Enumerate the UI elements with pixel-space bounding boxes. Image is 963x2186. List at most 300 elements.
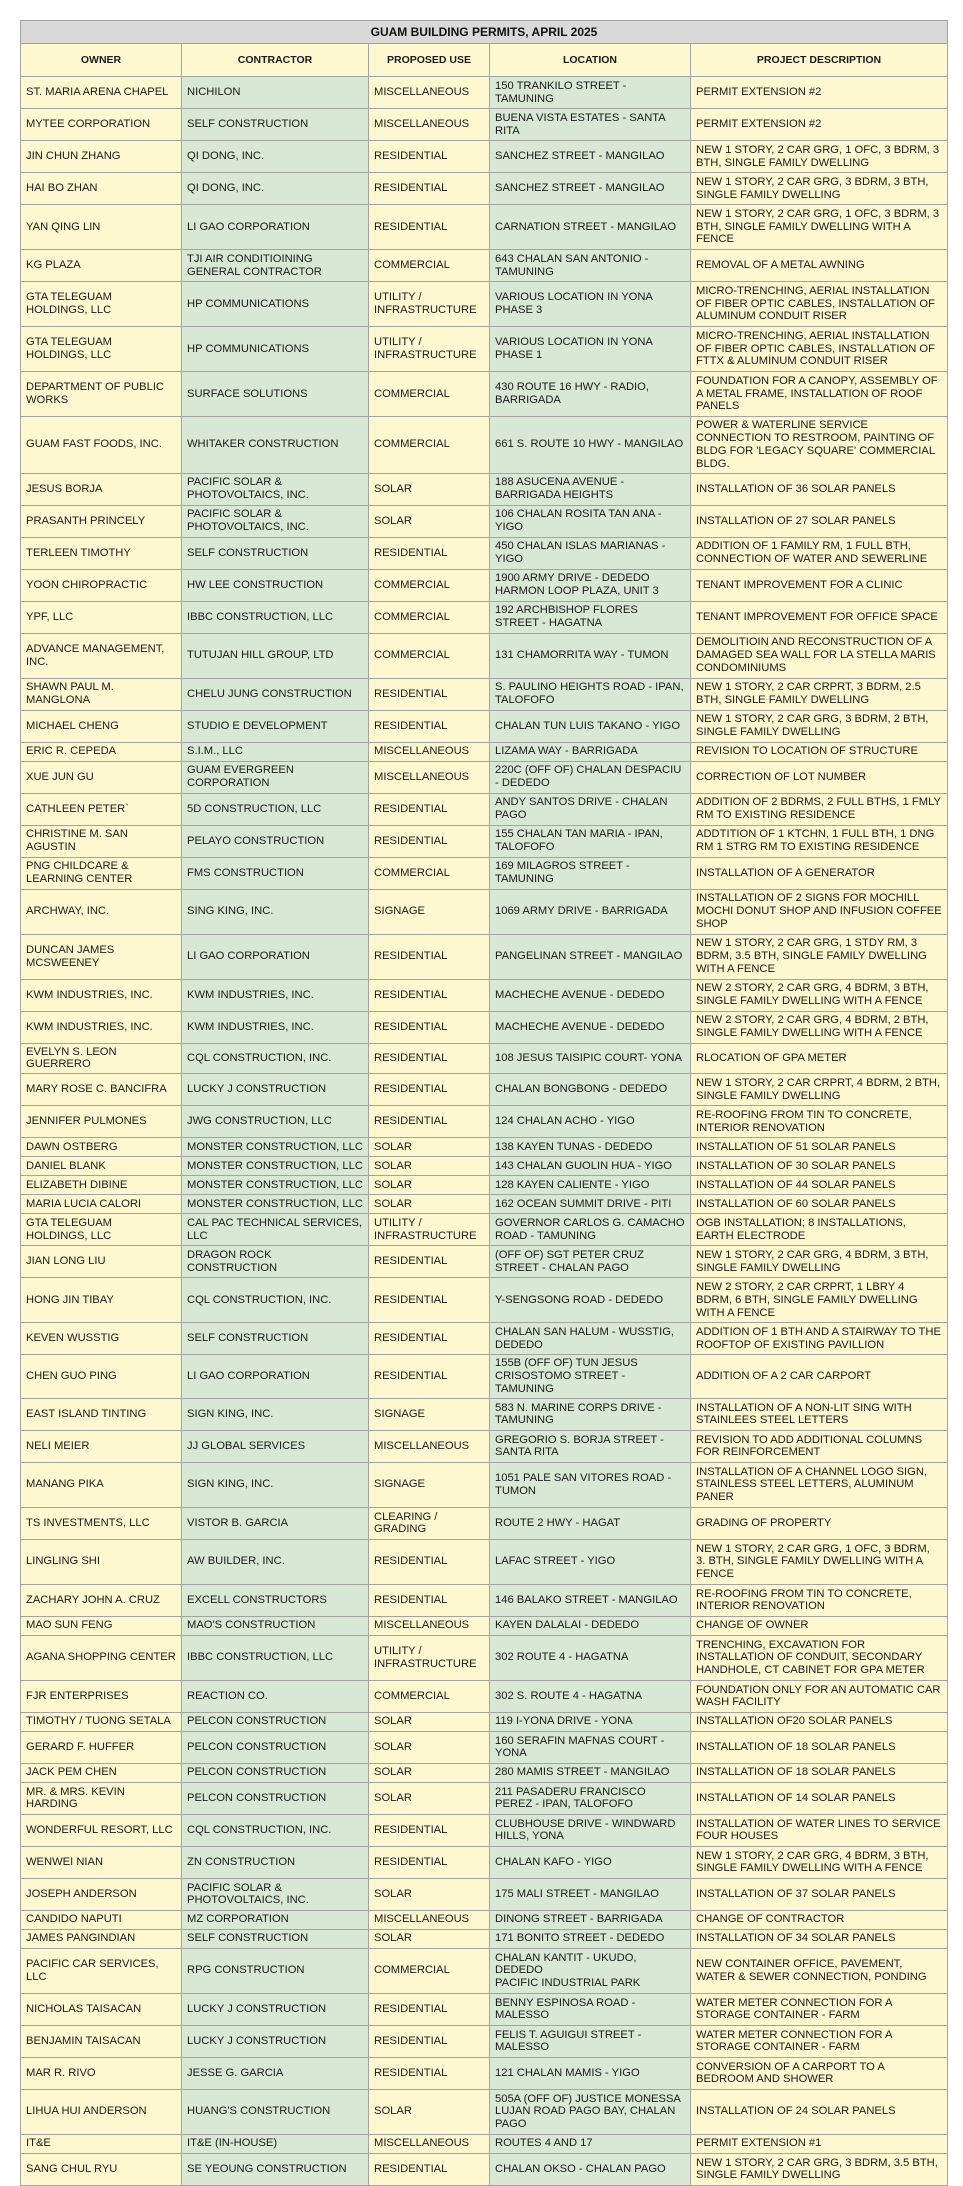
project-description-cell: NEW 1 STORY, 2 CAR GRG, 4 BDRM, 3 BTH, SINGLE FAMILY DWELLING WITH A FENCE [691, 1846, 948, 1878]
proposed-use-cell: RESIDENTIAL [369, 825, 490, 857]
owner-cell: EVELYN S. LEON GUERRERO [21, 1043, 182, 1074]
proposed-use-cell: RESIDENTIAL [369, 141, 490, 173]
project-description-cell: INSTALLATION OF WATER LINES TO SERVICE FOUR HOUSES [691, 1814, 948, 1846]
project-description-cell: NEW 1 STORY, 2 CAR GRG, 4 BDRM, 3 BTH, SINGLE FAMILY DWELLING [691, 1246, 948, 1278]
owner-cell: SANG CHUL RYU [21, 2153, 182, 2185]
project-description-cell: NEW 1 STORY, 2 CAR GRG, 1 OFC, 3 BDRM, 3 BTH, SINGLE FAMILY DWELLING [691, 141, 948, 173]
proposed-use-cell: CLEARING / GRADING [369, 1507, 490, 1539]
location-cell: 220C (OFF OF) CHALAN DESPACIU - DEDEDO [490, 761, 691, 793]
project-description-cell: INSTALLATION OF 18 SOLAR PANELS [691, 1763, 948, 1782]
contractor-cell: HP COMMUNICATIONS [182, 327, 369, 372]
location-cell: 131 CHAMORRITA WAY - TUMON [490, 633, 691, 678]
location-cell: ANDY SANTOS DRIVE - CHALAN PAGO [490, 793, 691, 825]
location-cell: VARIOUS LOCATION IN YONA PHASE 3 [490, 282, 691, 327]
project-description-cell: PERMIT EXTENSION #2 [691, 77, 948, 109]
owner-cell: MYTEE CORPORATION [21, 109, 182, 141]
table-row [21, 1814, 948, 1846]
proposed-use-cell: RESIDENTIAL [369, 1074, 490, 1106]
project-description-cell: RLOCATION OF GPA METER [691, 1043, 948, 1074]
contractor-cell: MAO'S CONSTRUCTION [182, 1616, 369, 1635]
project-description-cell: INSTALLATION OF 2 SIGNS FOR MOCHILL MOCHI DONUT SHOP AND INFUSION COFFEE SHOP [691, 889, 948, 934]
table-row [21, 1846, 948, 1878]
contractor-cell: PELCON CONSTRUCTION [182, 1731, 369, 1763]
location-cell: 146 BALAKO STREET - MANGILAO [490, 1584, 691, 1616]
location-cell: FELIS T. AGUIGUI STREET - MALESSO [490, 2025, 691, 2057]
contractor-cell: SURFACE SOLUTIONS [182, 372, 369, 417]
table-row [21, 1763, 948, 1782]
table-row [21, 1712, 948, 1731]
contractor-cell: SING KING, INC. [182, 889, 369, 934]
proposed-use-cell: SOLAR [369, 1176, 490, 1195]
project-description-cell: INSTALLATION OF 24 SOLAR PANELS [691, 2089, 948, 2134]
owner-cell: DAWN OSTBERG [21, 1138, 182, 1157]
contractor-cell: 5D CONSTRUCTION, LLC [182, 793, 369, 825]
location-cell: 661 S. ROUTE 10 HWY - MANGILAO [490, 417, 691, 474]
contractor-cell: DRAGON ROCK CONSTRUCTION [182, 1246, 369, 1278]
proposed-use-cell: UTILITY / INFRASTRUCTURE [369, 1635, 490, 1680]
owner-cell: MAR R. RIVO [21, 2057, 182, 2089]
contractor-cell: MONSTER CONSTRUCTION, LLC [182, 1176, 369, 1195]
owner-cell: CHEN GUO PING [21, 1355, 182, 1399]
table-row [21, 1910, 948, 1929]
project-description-cell: RE-ROOFING FROM TIN TO CONCRETE, INTERIOR RENOVATION [691, 1106, 948, 1138]
table-row [21, 1138, 948, 1157]
proposed-use-cell: RESIDENTIAL [369, 1043, 490, 1074]
contractor-cell: HP COMMUNICATIONS [182, 282, 369, 327]
contractor-cell: AW BUILDER, INC. [182, 1539, 369, 1584]
contractor-cell: NICHILON [182, 77, 369, 109]
contractor-cell: PACIFIC SOLAR & PHOTOVOLTAICS, INC. [182, 1878, 369, 1910]
location-cell: SANCHEZ STREET - MANGILAO [490, 173, 691, 205]
proposed-use-cell: COMMERCIAL [369, 857, 490, 889]
proposed-use-cell: RESIDENTIAL [369, 678, 490, 710]
table-row [21, 173, 948, 205]
owner-cell: TIMOTHY / TUONG SETALA [21, 1712, 182, 1731]
owner-cell: JIAN LONG LIU [21, 1246, 182, 1278]
contractor-cell: QI DONG, INC. [182, 173, 369, 205]
project-description-cell: TENANT IMPROVEMENT FOR OFFICE SPACE [691, 601, 948, 633]
owner-cell: NICHOLAS TAISACAN [21, 1993, 182, 2025]
location-cell: PANGELINAN STREET - MANGILAO [490, 934, 691, 979]
proposed-use-cell: SOLAR [369, 1157, 490, 1176]
project-description-cell: TRENCHING, EXCAVATION FOR INSTALLATION OF CONDUIT, SECONDARY HANDHOLE, CT CABINET FOR GPA METER [691, 1635, 948, 1680]
owner-cell: TERLEEN TIMOTHY [21, 537, 182, 569]
owner-cell: ADVANCE MANAGEMENT, INC. [21, 633, 182, 678]
contractor-cell: CQL CONSTRUCTION, INC. [182, 1043, 369, 1074]
table-row [21, 1616, 948, 1635]
contractor-cell: WHITAKER CONSTRUCTION [182, 417, 369, 474]
contractor-cell: QI DONG, INC. [182, 141, 369, 173]
owner-cell: CHRISTINE M. SAN AGUSTIN [21, 825, 182, 857]
owner-cell: WONDERFUL RESORT, LLC [21, 1814, 182, 1846]
project-description-cell: INSTALLATION OF 30 SOLAR PANELS [691, 1157, 948, 1176]
location-cell: 108 JESUS TAISIPIC COURT- YONA [490, 1043, 691, 1074]
owner-cell: KEVEN WUSSTIG [21, 1323, 182, 1355]
owner-cell: ZACHARY JOHN A. CRUZ [21, 1584, 182, 1616]
contractor-cell: VISTOR B. GARCIA [182, 1507, 369, 1539]
owner-cell: CATHLEEN PETER` [21, 793, 182, 825]
table-row [21, 1214, 948, 1246]
project-description-cell: NEW 2 STORY, 2 CAR GRG, 4 BDRM, 3 BTH, SINGLE FAMILY DWELLING WITH A FENCE [691, 979, 948, 1011]
owner-cell: DANIEL BLANK [21, 1157, 182, 1176]
project-description-cell: INSTALLATION OF 14 SOLAR PANELS [691, 1782, 948, 1814]
owner-cell: KG PLAZA [21, 250, 182, 282]
contractor-cell: MONSTER CONSTRUCTION, LLC [182, 1138, 369, 1157]
owner-cell: GUAM FAST FOODS, INC. [21, 417, 182, 474]
owner-cell: MANANG PIKA [21, 1462, 182, 1507]
contractor-cell: SELF CONSTRUCTION [182, 537, 369, 569]
location-cell: 121 CHALAN MAMIS - YIGO [490, 2057, 691, 2089]
location-cell: 155 CHALAN TAN MARIA - IPAN, TALOFOFO [490, 825, 691, 857]
owner-cell: GERARD F. HUFFER [21, 1731, 182, 1763]
proposed-use-cell: SOLAR [369, 1138, 490, 1157]
owner-cell: HONG JIN TIBAY [21, 1278, 182, 1323]
proposed-use-cell: RESIDENTIAL [369, 1846, 490, 1878]
owner-cell: ERIC R. CEPEDA [21, 742, 182, 761]
location-cell: SANCHEZ STREET - MANGILAO [490, 141, 691, 173]
proposed-use-cell: COMMERCIAL [369, 601, 490, 633]
proposed-use-cell: COMMERCIAL [369, 633, 490, 678]
contractor-cell: HW LEE CONSTRUCTION [182, 569, 369, 601]
table-row [21, 1635, 948, 1680]
contractor-cell: PELCON CONSTRUCTION [182, 1712, 369, 1731]
location-cell: CHALAN KAFO - YIGO [490, 1846, 691, 1878]
owner-cell: XUE JUN GU [21, 761, 182, 793]
project-description-cell: NEW 2 STORY, 2 CAR GRG, 4 BDRM, 2 BTH, SINGLE FAMILY DWELLING WITH A FENCE [691, 1011, 948, 1043]
proposed-use-cell: SOLAR [369, 1731, 490, 1763]
location-cell: (OFF OF) SGT PETER CRUZ STREET - CHALAN PAGO [490, 1246, 691, 1278]
location-cell: 155B (OFF OF) TUN JESUS CRISOSTOMO STREET - TAMUNING [490, 1355, 691, 1399]
proposed-use-cell: RESIDENTIAL [369, 1539, 490, 1584]
column-header-owner: OWNER [21, 44, 182, 77]
owner-cell: KWM INDUSTRIES, INC. [21, 979, 182, 1011]
table-row [21, 601, 948, 633]
contractor-cell: CQL CONSTRUCTION, INC. [182, 1814, 369, 1846]
table-row [21, 1011, 948, 1043]
contractor-cell: LI GAO CORPORATION [182, 205, 369, 250]
table-row [21, 205, 948, 250]
project-description-cell: POWER & WATERLINE SERVICE CONNECTION TO RESTROOM, PAINTING OF BLDG FOR 'LEGACY SQUARE' COMMERCIAL BLDG. [691, 417, 948, 474]
owner-cell: JOSEPH ANDERSON [21, 1878, 182, 1910]
table-row [21, 141, 948, 173]
project-description-cell: FOUNDATION FOR A CANOPY, ASSEMBLY OF A METAL FRAME, INSTALLATION OF ROOF PANELS [691, 372, 948, 417]
location-cell: 450 CHALAN ISLAS MARIANAS - YIGO [490, 537, 691, 569]
contractor-cell: JWG CONSTRUCTION, LLC [182, 1106, 369, 1138]
table-row [21, 2089, 948, 2134]
project-description-cell: MICRO-TRENCHING, AERIAL INSTALLATION OF FIBER OPTIC CABLES, INSTALLATION OF FTTX & ALUMINUM CONDUIT RISER [691, 327, 948, 372]
owner-cell: JAMES PANGINDIAN [21, 1929, 182, 1948]
contractor-cell: SELF CONSTRUCTION [182, 109, 369, 141]
column-header-proposed-use: PROPOSED USE [369, 44, 490, 77]
table-row [21, 505, 948, 537]
contractor-cell: HUANG'S CONSTRUCTION [182, 2089, 369, 2134]
location-cell: 302 S. ROUTE 4 - HAGATNA [490, 1680, 691, 1712]
proposed-use-cell: RESIDENTIAL [369, 1323, 490, 1355]
project-description-cell: OGB INSTALLATION; 8 INSTALLATIONS, EARTH ELECTRODE [691, 1214, 948, 1246]
project-description-cell: NEW 1 STORY, 2 CAR CRPRT, 3 BDRM, 2.5 BTH, SINGLE FAMILY DWELLING [691, 678, 948, 710]
contractor-cell: PACIFIC SOLAR & PHOTOVOLTAICS, INC. [182, 505, 369, 537]
table-row [21, 979, 948, 1011]
owner-cell: DEPARTMENT OF PUBLIC WORKS [21, 372, 182, 417]
project-description-cell: REVISION TO ADD ADDITIONAL COLUMNS FOR REINFORCEMENT [691, 1430, 948, 1462]
project-description-cell: FOUNDATION ONLY FOR AN AUTOMATIC CAR WASH FACILITY [691, 1680, 948, 1712]
proposed-use-cell: SIGNAGE [369, 1398, 490, 1430]
proposed-use-cell: MISCELLANEOUS [369, 77, 490, 109]
project-description-cell: WATER METER CONNECTION FOR A STORAGE CONTAINER - FARM [691, 1993, 948, 2025]
proposed-use-cell: COMMERCIAL [369, 372, 490, 417]
location-cell: KAYEN DALALAI - DEDEDO [490, 1616, 691, 1635]
project-description-cell: ADDTITION OF 1 KTCHN, 1 FULL BTH, 1 DNG RM 1 STRG RM TO EXISTING RESIDENCE [691, 825, 948, 857]
contractor-cell: SE YEOUNG CONSTRUCTION [182, 2153, 369, 2185]
table-row [21, 2025, 948, 2057]
location-cell: DINONG STREET - BARRIGADA [490, 1910, 691, 1929]
proposed-use-cell: SOLAR [369, 1763, 490, 1782]
table-row [21, 1246, 948, 1278]
owner-cell: JACK PEM CHEN [21, 1763, 182, 1782]
location-cell: 162 OCEAN SUMMIT DRIVE - PITI [490, 1195, 691, 1214]
project-description-cell: INSTALLATION OF20 SOLAR PANELS [691, 1712, 948, 1731]
location-cell: 1051 PALE SAN VITORES ROAD - TUMON [490, 1462, 691, 1507]
table-row [21, 2057, 948, 2089]
proposed-use-cell: RESIDENTIAL [369, 1584, 490, 1616]
location-cell: Y-SENGSONG ROAD - DEDEDO [490, 1278, 691, 1323]
contractor-cell: PELCON CONSTRUCTION [182, 1782, 369, 1814]
contractor-cell: LI GAO CORPORATION [182, 934, 369, 979]
project-description-cell: NEW 1 STORY, 2 CAR GRG, 3 BDRM, 3 BTH, SINGLE FAMILY DWELLING [691, 173, 948, 205]
proposed-use-cell: MISCELLANEOUS [369, 761, 490, 793]
owner-cell: YAN QING LIN [21, 205, 182, 250]
location-cell: 643 CHALAN SAN ANTONIO - TAMUNING [490, 250, 691, 282]
location-cell: 1900 ARMY DRIVE - DEDEDO HARMON LOOP PLAZA, UNIT 3 [490, 569, 691, 601]
contractor-cell: PELCON CONSTRUCTION [182, 1763, 369, 1782]
owner-cell: GTA TELEGUAM HOLDINGS, LLC [21, 1214, 182, 1246]
proposed-use-cell: RESIDENTIAL [369, 1278, 490, 1323]
owner-cell: ST. MARIA ARENA CHAPEL [21, 77, 182, 109]
owner-cell: MICHAEL CHENG [21, 710, 182, 742]
contractor-cell: TUTUJAN HILL GROUP, LTD [182, 633, 369, 678]
owner-cell: YOON CHIROPRACTIC [21, 569, 182, 601]
project-description-cell: INSTALLATION OF 27 SOLAR PANELS [691, 505, 948, 537]
table-row [21, 1195, 948, 1214]
table-row [21, 1323, 948, 1355]
location-cell: GREGORIO S. BORJA STREET - SANTA RITA [490, 1430, 691, 1462]
permits-document [20, 20, 947, 2186]
proposed-use-cell: SIGNAGE [369, 1462, 490, 1507]
permit-rows [21, 77, 948, 2186]
project-description-cell: INSTALLATION OF 36 SOLAR PANELS [691, 473, 948, 505]
owner-cell: LINGLING SHI [21, 1539, 182, 1584]
table-row [21, 1355, 948, 1399]
project-description-cell: DEMOLITIOIN AND RECONSTRUCTION OF A DAMAGED SEA WALL FOR LA STELLA MARIS CONDOMINIUMS [691, 633, 948, 678]
location-cell: 169 MILAGROS STREET - TAMUNING [490, 857, 691, 889]
project-description-cell: NEW 1 STORY, 2 CAR GRG, 3 BDRM, 3.5 BTH, SINGLE FAMILY DWELLING [691, 2153, 948, 2185]
proposed-use-cell: MISCELLANEOUS [369, 1616, 490, 1635]
contractor-cell: EXCELL CONSTRUCTORS [182, 1584, 369, 1616]
proposed-use-cell: UTILITY / INFRASTRUCTURE [369, 327, 490, 372]
owner-cell: DUNCAN JAMES MCSWEENEY [21, 934, 182, 979]
owner-cell: GTA TELEGUAM HOLDINGS, LLC [21, 282, 182, 327]
project-description-cell: GRADING OF PROPERTY [691, 1507, 948, 1539]
project-description-cell: REMOVAL OF A METAL AWNING [691, 250, 948, 282]
table-row [21, 372, 948, 417]
permits-table [20, 20, 948, 2186]
table-row [21, 1584, 948, 1616]
project-description-cell: NEW 1 STORY, 2 CAR GRG, 1 OFC, 3 BDRM, 3 BTH, SINGLE FAMILY DWELLING WITH A FENCE [691, 205, 948, 250]
project-description-cell: TENANT IMPROVEMENT FOR A CLINIC [691, 569, 948, 601]
proposed-use-cell: UTILITY / INFRASTRUCTURE [369, 282, 490, 327]
contractor-cell: FMS CONSTRUCTION [182, 857, 369, 889]
proposed-use-cell: SOLAR [369, 2089, 490, 2134]
contractor-cell: CQL CONSTRUCTION, INC. [182, 1278, 369, 1323]
proposed-use-cell: RESIDENTIAL [369, 173, 490, 205]
owner-cell: CANDIDO NAPUTI [21, 1910, 182, 1929]
location-cell: S. PAULINO HEIGHTS ROAD - IPAN, TALOFOFO [490, 678, 691, 710]
location-cell: CHALAN OKSO - CHALAN PAGO [490, 2153, 691, 2185]
proposed-use-cell: RESIDENTIAL [369, 205, 490, 250]
proposed-use-cell: RESIDENTIAL [369, 1355, 490, 1399]
location-cell: 150 TRANKILO STREET - TAMUNING [490, 77, 691, 109]
table-row [21, 889, 948, 934]
table-title: GUAM BUILDING PERMITS, APRIL 2025 [20, 20, 948, 43]
table-row [21, 1948, 948, 1993]
table-row [21, 678, 948, 710]
contractor-cell: REACTION CO. [182, 1680, 369, 1712]
location-cell: 175 MALI STREET - MANGILAO [490, 1878, 691, 1910]
project-description-cell: MICRO-TRENCHING, AERIAL INSTALLATION OF FIBER OPTIC CABLES, INSTALLATION OF ALUMINUM CONDUIT RISER [691, 282, 948, 327]
project-description-cell: INSTALLATION OF 60 SOLAR PANELS [691, 1195, 948, 1214]
contractor-cell: LUCKY J CONSTRUCTION [182, 1074, 369, 1106]
location-cell: 430 ROUTE 16 HWY - RADIO, BARRIGADA [490, 372, 691, 417]
proposed-use-cell: UTILITY / INFRASTRUCTURE [369, 1214, 490, 1246]
owner-cell: JESUS BORJA [21, 473, 182, 505]
location-cell: CARNATION STREET - MANGILAO [490, 205, 691, 250]
owner-cell: HAI BO ZHAN [21, 173, 182, 205]
location-cell: 119 I-YONA DRIVE - YONA [490, 1712, 691, 1731]
owner-cell: ARCHWAY, INC. [21, 889, 182, 934]
table-row [21, 473, 948, 505]
owner-cell: AGANA SHOPPING CENTER [21, 1635, 182, 1680]
project-description-cell: NEW 1 STORY, 2 CAR GRG, 3 BDRM, 2 BTH, SINGLE FAMILY DWELLING [691, 710, 948, 742]
table-row [21, 857, 948, 889]
table-row [21, 1430, 948, 1462]
proposed-use-cell: MISCELLANEOUS [369, 1430, 490, 1462]
table-row [21, 1176, 948, 1195]
proposed-use-cell: COMMERCIAL [369, 250, 490, 282]
project-description-cell: NEW 2 STORY, 2 CAR CRPRT, 1 LBRY 4 BDRM, 6 BTH, SINGLE FAMILY DWELLING WITH A FENCE [691, 1278, 948, 1323]
owner-cell: KWM INDUSTRIES, INC. [21, 1011, 182, 1043]
location-cell: MACHECHE AVENUE - DEDEDO [490, 979, 691, 1011]
proposed-use-cell: COMMERCIAL [369, 417, 490, 474]
proposed-use-cell: SOLAR [369, 1878, 490, 1910]
proposed-use-cell: RESIDENTIAL [369, 1814, 490, 1846]
project-description-cell: NEW 1 STORY, 2 CAR GRG, 1 OFC, 3 BDRM, 3. BTH, SINGLE FAMILY DWELLING WITH A FENCE [691, 1539, 948, 1584]
project-description-cell: CHANGE OF CONTRACTOR [691, 1910, 948, 1929]
owner-cell: MARY ROSE C. BANCIFRA [21, 1074, 182, 1106]
proposed-use-cell: MISCELLANEOUS [369, 2134, 490, 2153]
owner-cell: YPF, LLC [21, 601, 182, 633]
contractor-cell: KWM INDUSTRIES, INC. [182, 1011, 369, 1043]
table-row [21, 1731, 948, 1763]
table-row [21, 710, 948, 742]
proposed-use-cell: COMMERCIAL [369, 569, 490, 601]
owner-cell: PNG CHILDCARE & LEARNING CENTER [21, 857, 182, 889]
contractor-cell: IT&E (IN-HOUSE) [182, 2134, 369, 2153]
proposed-use-cell: SOLAR [369, 1929, 490, 1948]
location-cell: LAFAC STREET - YIGO [490, 1539, 691, 1584]
location-cell: LIZAMA WAY - BARRIGADA [490, 742, 691, 761]
project-description-cell: INSTALLATION OF 18 SOLAR PANELS [691, 1731, 948, 1763]
contractor-cell: JESSE G. GARCIA [182, 2057, 369, 2089]
owner-cell: MR. & MRS. KEVIN HARDING [21, 1782, 182, 1814]
proposed-use-cell: RESIDENTIAL [369, 1246, 490, 1278]
table-row [21, 109, 948, 141]
contractor-cell: RPG CONSTRUCTION [182, 1948, 369, 1993]
contractor-cell: MZ CORPORATION [182, 1910, 369, 1929]
contractor-cell: MONSTER CONSTRUCTION, LLC [182, 1195, 369, 1214]
proposed-use-cell: RESIDENTIAL [369, 537, 490, 569]
contractor-cell: SIGN KING, INC. [182, 1398, 369, 1430]
contractor-cell: STUDIO E DEVELOPMENT [182, 710, 369, 742]
contractor-cell: LUCKY J CONSTRUCTION [182, 1993, 369, 2025]
project-description-cell: WATER METER CONNECTION FOR A STORAGE CONTAINER - FARM [691, 2025, 948, 2057]
contractor-cell: S.I.M., LLC [182, 742, 369, 761]
owner-cell: WENWEI NIAN [21, 1846, 182, 1878]
location-cell: 124 CHALAN ACHO - YIGO [490, 1106, 691, 1138]
table-row [21, 417, 948, 474]
project-description-cell: NEW CONTAINER OFFICE, PAVEMENT, WATER & SEWER CONNECTION, PONDING [691, 1948, 948, 1993]
location-cell: CHALAN BONGBONG - DEDEDO [490, 1074, 691, 1106]
contractor-cell: LUCKY J CONSTRUCTION [182, 2025, 369, 2057]
location-cell: 143 CHALAN GUOLIN HUA - YIGO [490, 1157, 691, 1176]
column-header-project-description: PROJECT DESCRIPTION [691, 44, 948, 77]
header-row [21, 44, 948, 77]
location-cell: 138 KAYEN TUNAS - DEDEDO [490, 1138, 691, 1157]
proposed-use-cell: SOLAR [369, 1195, 490, 1214]
contractor-cell: TJI AIR CONDITIOINING GENERAL CONTRACTOR [182, 250, 369, 282]
table-row [21, 569, 948, 601]
contractor-cell: CAL PAC TECHNICAL SERVICES, LLC [182, 1214, 369, 1246]
table-row [21, 793, 948, 825]
location-cell: 211 PASADERU FRANCISCO PEREZ - IPAN, TALOFOFO [490, 1782, 691, 1814]
proposed-use-cell: RESIDENTIAL [369, 2153, 490, 2185]
location-cell: BENNY ESPINOSA ROAD - MALESSO [490, 1993, 691, 2025]
location-cell: ROUTE 2 HWY - HAGAT [490, 1507, 691, 1539]
contractor-cell: IBBC CONSTRUCTION, LLC [182, 601, 369, 633]
location-cell: 302 ROUTE 4 - HAGATNA [490, 1635, 691, 1680]
location-cell: CHALAN KANTIT - UKUDO, DEDEDO PACIFIC INDUSTRIAL PARK [490, 1948, 691, 1993]
proposed-use-cell: MISCELLANEOUS [369, 1910, 490, 1929]
table-row [21, 1106, 948, 1138]
table-row [21, 825, 948, 857]
owner-cell: BENJAMIN TAISACAN [21, 2025, 182, 2057]
owner-cell: NELI MEIER [21, 1430, 182, 1462]
proposed-use-cell: RESIDENTIAL [369, 1011, 490, 1043]
location-cell: 505A (OFF OF) JUSTICE MONESSA LUJAN ROAD PAGO BAY, CHALAN PAGO [490, 2089, 691, 2134]
table-row [21, 282, 948, 327]
location-cell: 1069 ARMY DRIVE - BARRIGADA [490, 889, 691, 934]
proposed-use-cell: RESIDENTIAL [369, 1106, 490, 1138]
location-cell: 160 SERAFIN MAFNAS COURT - YONA [490, 1731, 691, 1763]
proposed-use-cell: RESIDENTIAL [369, 710, 490, 742]
contractor-cell: GUAM EVERGREEN CORPORATION [182, 761, 369, 793]
owner-cell: EAST ISLAND TINTING [21, 1398, 182, 1430]
table-row [21, 537, 948, 569]
proposed-use-cell: COMMERCIAL [369, 1680, 490, 1712]
contractor-cell: PELAYO CONSTRUCTION [182, 825, 369, 857]
project-description-cell: ADDITION OF 1 BTH AND A STAIRWAY TO THE ROOFTOP OF EXISTING PAVILLION [691, 1323, 948, 1355]
proposed-use-cell: SOLAR [369, 1782, 490, 1814]
project-description-cell: INSTALLATION OF 37 SOLAR PANELS [691, 1878, 948, 1910]
